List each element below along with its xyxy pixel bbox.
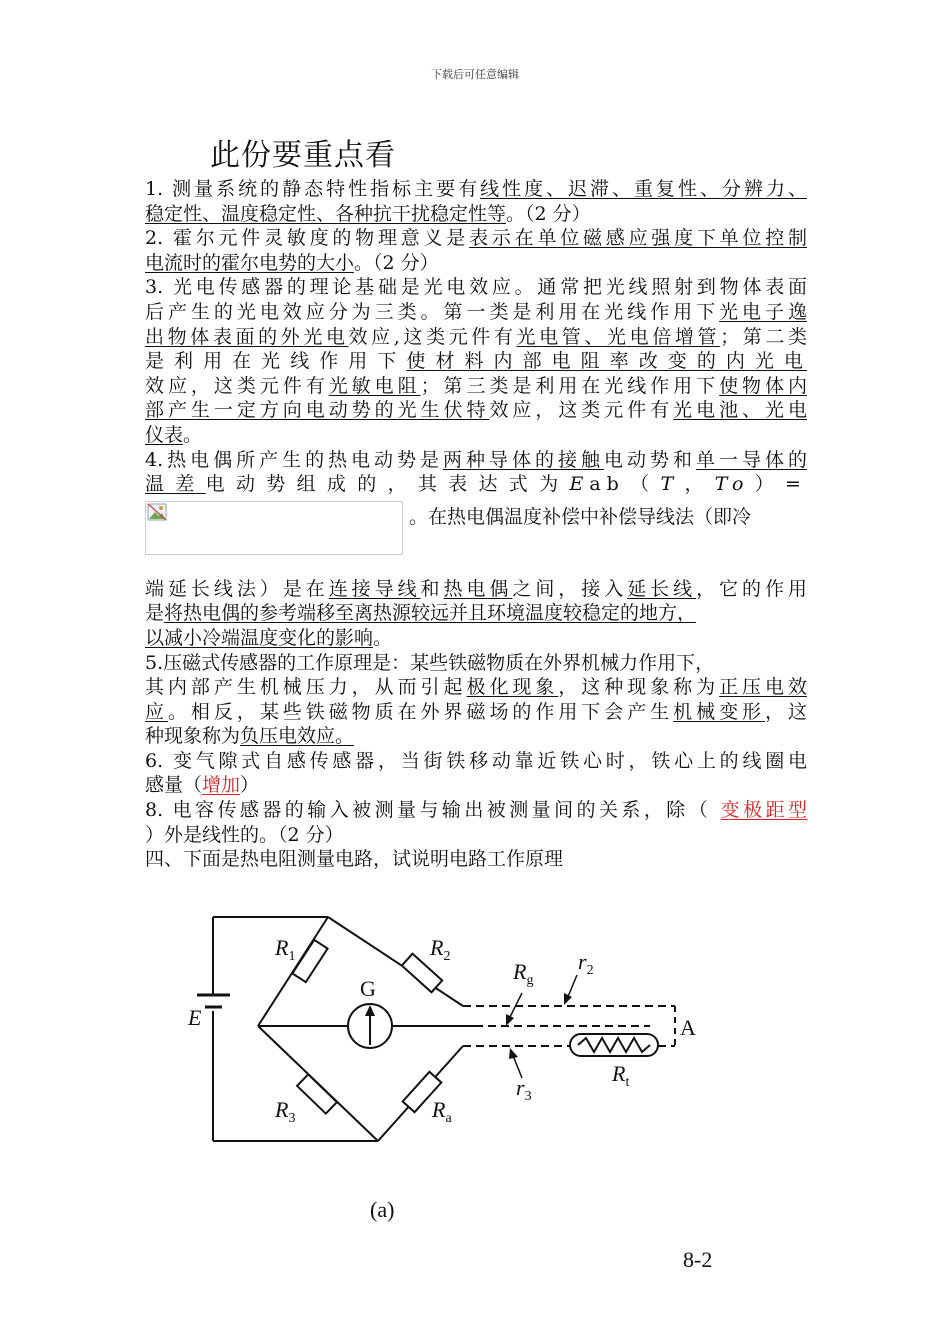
label-r3: $R_3$ [275,1097,296,1126]
question-6 [145,749,807,798]
q3-line: 3. 光电传感器的理论基础是光电效应。通常把光线照射到物体表面 [145,276,807,299]
page-title: 此份要重点看 [210,138,396,173]
q6-answer: 增加 [202,774,241,797]
q5-text: ，这种现象称为 [558,676,720,699]
q3-text: 。 [183,423,203,446]
q3-text: 效应，这类元件有 [145,374,329,397]
q4-answer: 将热电偶的参考端移至离热源较远并且环境温度较稳定的地方， [164,602,697,625]
broken-image-icon [147,503,167,521]
q5-answer: 极化现象 [466,676,559,699]
q5-line: 5.压磁式传感器的工作原理是：某些铁磁物质在外界机械力作用下， [145,651,715,674]
label-g: G [360,976,376,1001]
q4-text: 电动势组成的，其表达式为 [205,473,570,496]
q2-answer-cont: 电流时的霍尔电势的大小 [145,251,355,274]
figure-caption: (a) [370,1197,395,1222]
q4-text: 电动势和 [604,448,696,471]
q4-symbol: ）= [749,473,807,496]
resistor-r1 [292,940,327,982]
formula-row [145,501,807,577]
q1-score: 。（2 分） [506,202,591,225]
q4-symbol: T [660,473,680,496]
q6-text: 感量（ [145,774,203,797]
q4-answer: 连接导线 [328,577,421,600]
q3-text: 后产生的光电效应分为三类。第一类是利用在光线作用下 [145,300,720,323]
q2-score: 。（2 分） [354,251,439,274]
q4-symbol: ， [679,473,715,496]
q5-text: ，这 [765,700,807,723]
q4-text: 端延长线法）是在 [145,577,329,600]
formula-image-placeholder [145,501,403,555]
q6-text: ） [240,774,260,797]
q5-answer: 负压电效应。 [240,725,355,748]
label-rt: $R_t$ [612,1061,630,1090]
question-5 [145,651,807,749]
question-2 [145,226,807,275]
q5-text: 。相反，某些铁磁物质在外界磁场的作用下会产生 [167,700,674,723]
q4-text: 之间，接入 [512,577,628,600]
q4-answer: 热电偶 [443,577,513,600]
page-number: 8-2 [683,1247,713,1272]
q3-answer: 光电池、光电 [673,399,807,422]
question-4 [145,448,807,651]
q5-text: 其内部产生机械压力，从而引起 [145,676,467,699]
q3-answer: 使物体内 [719,374,807,397]
q5-text: 种现象称为 [145,725,241,748]
section-heading: 四、下面是热电阻测量电路，试说明电路工作原理 [145,848,564,871]
question-3 [145,275,807,447]
q4-symbol: To [714,473,750,496]
q4-text: 和 [420,577,444,600]
q3-answer: 仪表 [145,423,184,446]
q3-text: 效应，这类元件有 [489,399,674,422]
q3-answer: 部产生一定方向电动势的光生伏特 [145,399,490,422]
q5-answer: 正压电效 [719,676,807,699]
q1-text: 1. 测量系统的静态特性指标主要有 [145,178,481,200]
q4-answer: 延长线 [627,577,697,600]
label-ra: $R_a$ [432,1097,452,1126]
q5-answer: 机械变形 [673,700,765,723]
question-1 [145,177,807,226]
q4-text: 。 [373,626,393,649]
q3-answer: 出物体表面的外光电 [145,325,349,348]
q4-symbol: E [569,473,590,496]
page-header: 下载后可任意编辑 [431,68,519,81]
label-r2: $R_2$ [430,935,451,964]
q4-answer: 单一导体的 [696,448,807,471]
label-rg: $R_g$ [513,959,534,988]
q3-answer: 光敏电阻 [328,374,421,397]
q3-text: ；第三类是利用在光线作用下 [420,374,720,397]
q8-text: 8. 电容传感器的输入被测量与输出被测量间的关系，除（ [145,799,721,822]
q1-answer-cont: 稳定性、温度稳定性、各种抗干扰稳定性等 [145,202,507,225]
label-r2-lead: $r_2$ [578,949,594,978]
q4-answer: 温差 [145,473,206,496]
q3-text: ；第二类 [720,325,807,348]
q4-text: 。在热电偶温度补偿中补偿导线法（即冷 [409,505,752,528]
label-e: E [188,1005,202,1030]
q4-answer: 两种导体的接触 [443,448,605,471]
q8-answer: 变极距型 [720,799,807,822]
q4-answer: 以减小冷端温度变化的影响 [145,626,374,649]
q3-answer: 使材料内部电阻率改变的内光电 [406,350,807,373]
label-a: A [680,1015,696,1040]
q6-line: 6. 变气隙式自感传感器，当街铁移动靠近铁心时，铁心上的线圈电 [145,749,807,772]
q4-text: 是 [145,602,165,625]
circuit-diagram [170,885,730,1175]
q4-text: 4.热电偶所产生的热电动势是 [145,448,444,471]
resistor-r3 [297,1074,337,1113]
pointer-r3-head [509,1048,518,1059]
q5-answer: 应 [145,700,168,723]
q8-line: ）外是线性的。（2 分） [145,823,344,846]
label-r1: $R_1$ [275,935,296,964]
q2-text: 2. 霍尔元件灵敏度的物理意义是 [145,227,470,250]
label-r3-lead: $r_3$ [516,1075,532,1104]
q4-text: ，它的作用 [696,577,807,600]
q2-answer: 表示在单位磁感应强度下单位控制 [469,227,807,250]
q3-text: 效应,这类元件有 [348,325,517,348]
q3-answer: 光电子逸 [719,300,807,323]
q4-symbol: ab（ [589,473,661,496]
q3-text: 是利用在光线作用下 [145,350,407,373]
question-8 [145,798,807,847]
document-body [145,177,807,872]
q3-answer: 光电管、光电倍增管 [516,325,721,348]
q1-answer: 线性度、迟滞、重复性、分辨力、 [480,178,807,200]
